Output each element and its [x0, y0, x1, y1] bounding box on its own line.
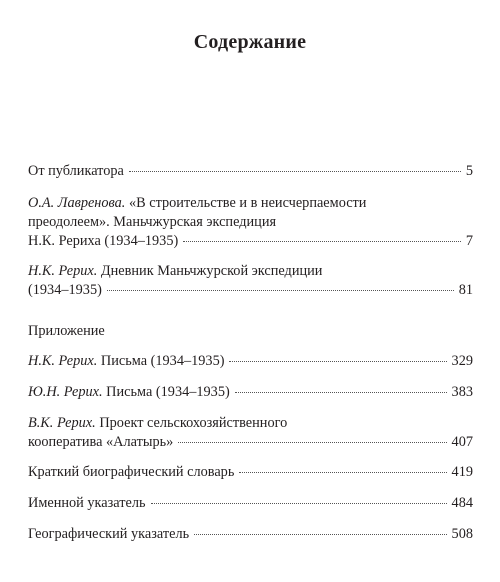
page-number: 81: [458, 282, 473, 298]
toc-entry-title: От публикатора: [28, 163, 124, 179]
page-number: 383: [451, 384, 473, 400]
toc-entry-from-publisher[interactable]: [28, 162, 473, 181]
page-number: 508: [451, 526, 473, 542]
toc-entry-last-line: [28, 232, 473, 251]
toc-entry-title: кооператива «Алатырь»: [28, 434, 174, 450]
toc-entry-title: Именной указатель: [28, 495, 146, 511]
dot-leader: [183, 241, 461, 242]
toc-entry-author: Н.К. Рерих.: [28, 353, 98, 369]
toc-entry-author: Ю.Н. Рерих.: [28, 384, 103, 400]
toc-entry-line: [28, 194, 473, 213]
toc-entry-last-line: [28, 494, 473, 513]
toc-entry-last-line: [28, 433, 473, 452]
toc-entry-title: Н.К. Рериха (1934–1935): [28, 233, 179, 249]
toc-entry-title: Краткий биографический словарь: [28, 464, 235, 480]
toc-entry-dictionary[interactable]: [28, 463, 473, 482]
dot-leader: [194, 534, 446, 535]
page-number: 407: [451, 434, 473, 450]
dot-leader: [107, 290, 454, 291]
toc-entry-nk-letters[interactable]: [28, 352, 473, 371]
toc-entry-title: «В строительстве и в неисчерпаемости: [128, 195, 367, 211]
toc-entry-line: [28, 262, 473, 281]
toc-entry-title: Географический указатель: [28, 526, 190, 542]
dot-leader: [151, 503, 447, 504]
toc-entry-author: В.К. Рерих.: [28, 415, 96, 431]
page-number: 329: [451, 353, 473, 369]
toc-entry-last-line: [28, 352, 473, 371]
dot-leader: [239, 472, 446, 473]
toc-entry-line: преодолеем». Маньчжурская экспедиция: [28, 214, 277, 230]
toc-entry-title: Проект сельскохозяйственного: [99, 415, 288, 431]
page-title: Содержание: [193, 31, 307, 53]
toc-entry-author: О.А. Лавренова.: [28, 195, 126, 211]
toc-entry-name-index[interactable]: [28, 494, 473, 513]
toc-entry-last-line: [28, 383, 473, 402]
toc-entry-title: (1934–1935): [28, 282, 102, 298]
toc-entry-line: [28, 414, 473, 433]
toc-entry-title: Дневник Маньчжурской экспедиции: [100, 263, 323, 279]
toc-entry-vk-project[interactable]: [28, 414, 473, 452]
dot-leader: [178, 442, 446, 443]
toc-entry-last-line: [28, 463, 473, 482]
dot-leader: [229, 361, 446, 362]
toc-entry-lavrenova[interactable]: [28, 194, 473, 251]
toc-entry-yun-letters[interactable]: [28, 383, 473, 402]
toc-entry-geo-index[interactable]: [28, 525, 473, 544]
page-number: 7: [465, 233, 473, 249]
toc-entry-last-line: [28, 162, 473, 181]
dot-leader: [235, 392, 447, 393]
dot-leader: [129, 171, 461, 172]
toc-entry-title: Письма (1934–1935): [106, 384, 230, 400]
toc-entry-last-line: [28, 281, 473, 300]
section-heading-appendix: Приложение: [28, 323, 105, 339]
toc-entry-last-line: [28, 525, 473, 544]
toc-entry-diary[interactable]: [28, 262, 473, 300]
toc-entry-title: Письма (1934–1935): [100, 353, 225, 369]
toc-entry-author: Н.К. Рерих.: [28, 263, 98, 279]
page-number: 5: [465, 163, 473, 179]
page-number: 419: [451, 464, 473, 480]
page-number: 484: [451, 495, 473, 511]
